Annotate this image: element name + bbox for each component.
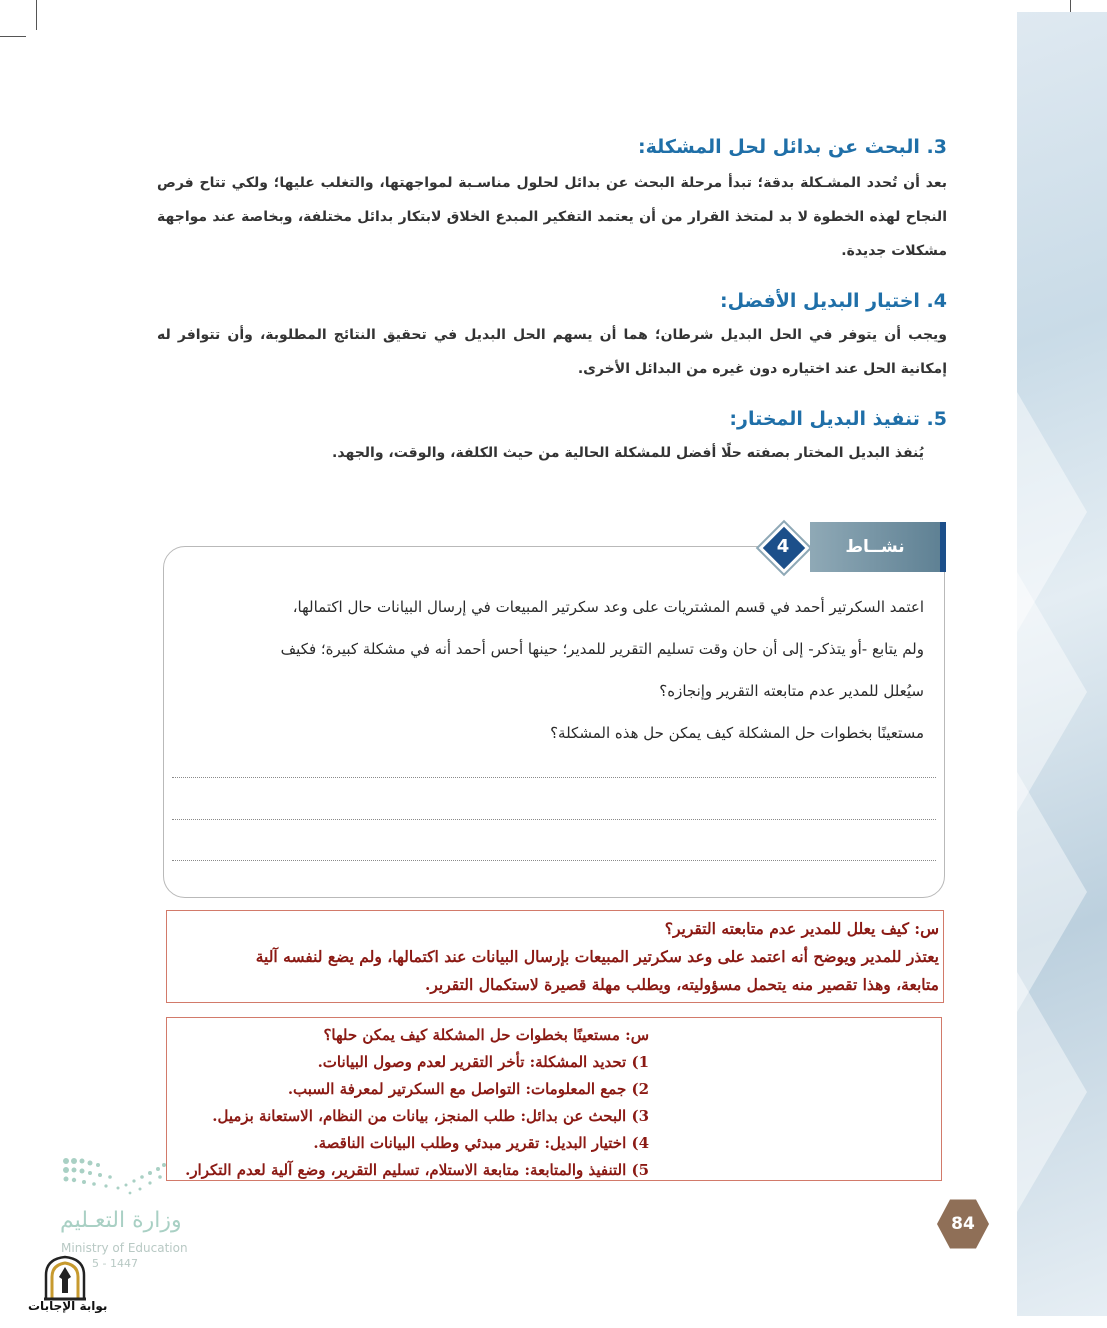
activity-line: سيُعلل للمدير عدم متابعته التقرير وإنجازه؟ (659, 682, 924, 700)
answer-line (172, 777, 936, 778)
answer-line: 4) اختيار البديل: تقرير مبدئي وطلب البيانات الناقصة. (313, 1134, 649, 1152)
answer-line: س: مستعينًا بخطوات حل المشكلة كيف يمكن حلها؟ (323, 1026, 649, 1044)
site-logo-text: بوابة الإجابات (28, 1299, 108, 1313)
activity-tab (760, 522, 946, 572)
ministry-logo-icon (60, 1155, 170, 1200)
answer-line: 1) تحديد المشكلة: تأخر التقرير لعدم وصول البيانات. (317, 1053, 649, 1071)
activity-text (183, 586, 924, 754)
answer-line: س: كيف يعلل للمدير عدم متابعته التقرير؟ (664, 919, 939, 938)
ministry-name-arabic: وزارة التعـليم (60, 1208, 182, 1233)
activity-label: نشــاط (810, 522, 946, 572)
section-paragraph: بعد أن تُحدد المشـكلة بدقة؛ تبدأ مرحلة البحث عن بدائل لحلول مناسـبة لمواجهتها، والتغلب عليها؛ ولكي تتاح فرص النجاح لهذه الخطوة لا بد لمتخذ القرار من أن يعتمد التفكير المبدع الخلاق لابتكار بدائل مختلفة، وبخاصة عند مواجهة مشكلات جديدة. (157, 175, 947, 259)
answer-line (172, 860, 936, 861)
section-paragraph: ويجب أن يتوفر في الحل البديل شرطان؛ هما أن يسهم الحل البديل في تحقيق النتائج المطلوبة، وأن تتوافر له إمكانية الحل عند اختياره دون غيره من البدائل الأخرى. (157, 327, 947, 377)
section-alternatives (157, 136, 947, 268)
answer-line: يعتذر للمدير ويوضح أنه اعتمد على وعد سكرتير المبيعات بإرسال البيانات عند اكتمالها، ولم يضع لنفسه آلية (255, 947, 939, 966)
crop-mark (0, 36, 26, 37)
page-number-badge (937, 1198, 989, 1250)
section-heading: 5. تنفيذ البديل المختار: (729, 408, 947, 430)
crop-mark (36, 0, 37, 30)
activity-line: اعتمد السكرتير أحمد في قسم المشتريات على وعد سكرتير المبيعات في إرسال البيانات حال اكتمالها، (292, 598, 924, 616)
answer-line: متابعة، وهذا تقصير منه يتحمل مسؤوليته، ويطلب مهلة قصيرة لاستكمال التقرير. (424, 975, 939, 994)
ministry-name-english: Ministry of Education (61, 1241, 188, 1255)
site-logo-icon (40, 1255, 90, 1301)
answer-box-justify (166, 910, 944, 1003)
answer-line: 3) البحث عن بدائل: طلب المنجز، بيانات من النظام، الاستعانة بزميل. (212, 1107, 649, 1125)
activity-number: 4 (776, 536, 790, 557)
section-best-alternative (157, 290, 947, 386)
section-heading: 4. اختيار البديل الأفضل: (720, 290, 947, 312)
ministry-year: 5 - 1447 (92, 1257, 138, 1270)
activity-line: مستعينًا بخطوات حل المشكلة كيف يمكن حل هذه المشكلة؟ (550, 724, 924, 742)
activity-line: ولم يتابع -أو يتذكر- إلى أن حان وقت تسليم التقرير للمدير؛ حينها أحس أحمد أنه في مشكلة كبيرة؛ فكيف (280, 640, 924, 658)
answer-box-steps (166, 1017, 942, 1181)
answer-line: 2) جمع المعلومات: التواصل مع السكرتير لمعرفة السبب. (287, 1080, 649, 1098)
section-paragraph: يُنفذ البديل المختار بصفته حلًا أفضل للمشكلة الحالية من حيث الكلفة، والوقت، والجهد. (332, 445, 924, 461)
answer-line (172, 819, 936, 820)
page-number: 84 (951, 1214, 975, 1234)
answer-line: 5) التنفيذ والمتابعة: متابعة الاستلام، تسليم التقرير، وضع آلية لعدم التكرار. (185, 1161, 649, 1179)
activity-number-badge (762, 526, 804, 568)
decorative-side-band (1017, 12, 1107, 1316)
section-heading: 3. البحث عن بدائل لحل المشكلة: (638, 136, 947, 158)
section-implement (284, 408, 947, 470)
